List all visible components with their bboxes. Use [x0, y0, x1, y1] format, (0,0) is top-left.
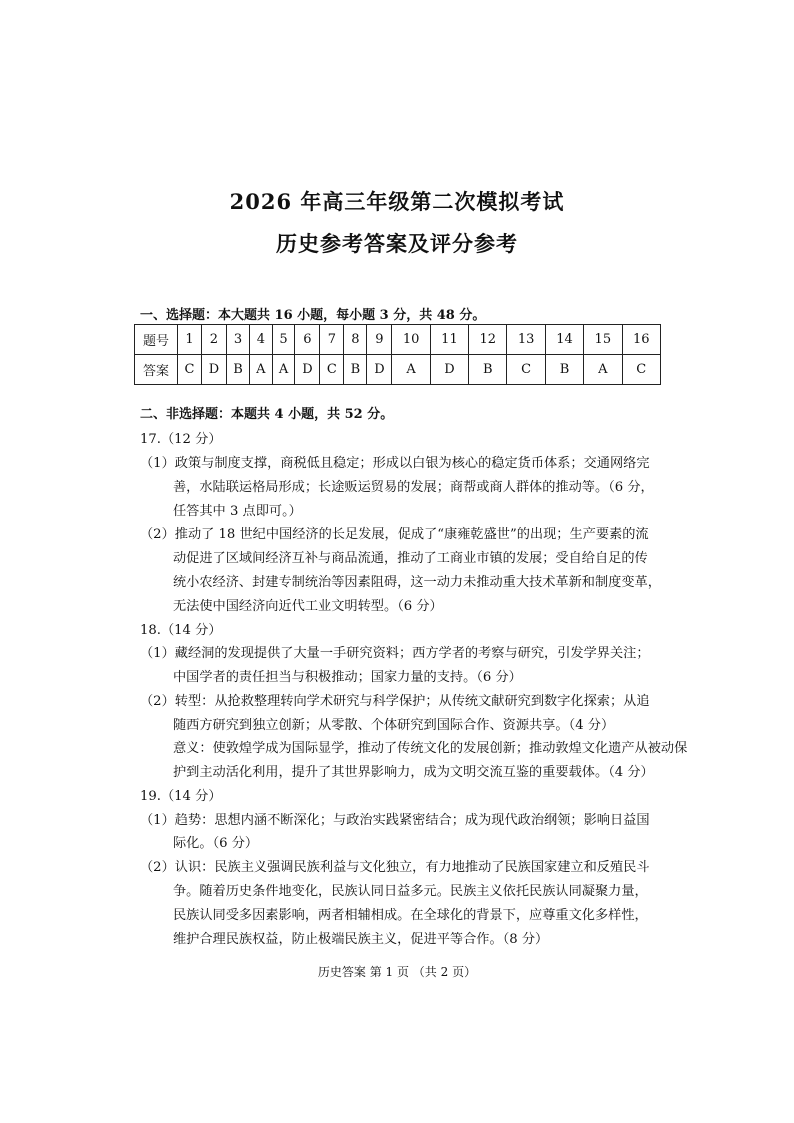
question-number-cell: 1	[178, 325, 202, 355]
answer-cell: A	[272, 355, 295, 385]
section2-heading: 二、非选择题：本题共 4 小题，共 52 分。	[140, 407, 394, 422]
answer-cell: A	[250, 355, 273, 385]
question-number-cell: 10	[392, 325, 430, 355]
question-number-cell: 13	[507, 325, 545, 355]
question-number-row	[135, 325, 661, 355]
q18-p1-line1: （1）藏经洞的发现提供了大量一手研究资料；西方学者的考察与研究，引发学界关注；	[140, 646, 650, 661]
q18-p2-line3: 意义：使敦煌学成为国际显学，推动了传统文化的发展创新；推动敦煌文化遗产从被动保	[173, 741, 688, 756]
page-footer: 历史答案 第 1 页 （共 2 页）	[317, 965, 477, 979]
question-number-cell: 4	[250, 325, 273, 355]
answer-cell: A	[392, 355, 430, 385]
answer-cell: D	[201, 355, 226, 385]
question-number-cell: 2	[201, 325, 226, 355]
answer-table	[134, 324, 661, 385]
q17-p2-line3: 统小农经济、封建专制统治等因素阻碍，这一动力未推动重大技术革新和制度变革，	[173, 575, 661, 590]
row-label-answer: 答案	[135, 355, 178, 385]
question-number-cell: 7	[320, 325, 344, 355]
q18-p2-line2: 随西方研究到独立创新；从零散、个体研究到国际合作、资源共享。（4 分）	[173, 718, 615, 733]
q17-p2-line4: 无法使中国经济向近代工业文明转型。（6 分）	[173, 599, 443, 614]
page-title: 2026 年高三年级第二次模拟考试	[229, 189, 565, 214]
question-number-cell: 5	[272, 325, 295, 355]
q19-p2-line3: 民族认同受多因素影响，两者相辅相成。在全球化的背景下，应尊重文化多样性，	[173, 908, 648, 923]
question-number-cell: 14	[545, 325, 583, 355]
answer-cell: C	[507, 355, 545, 385]
answer-cell: C	[178, 355, 202, 385]
q17-p2-line1: （2）推动了 18 世纪中国经济的长足发展，促成了“康雍乾盛世”的出现；生产要素的流	[140, 527, 649, 542]
q17-p1-line1: （1）政策与制度支撑，商税低且稳定；形成以白银为核心的稳定货币体系；交通网络完	[140, 456, 650, 471]
answer-cell: B	[344, 355, 367, 385]
q17-p1-line2: 善，水陆联运格局形成；长途贩运贸易的发展；商帮或商人群体的推动等。（6 分，	[173, 480, 654, 495]
answer-cell: A	[584, 355, 622, 385]
question-number-cell: 9	[367, 325, 392, 355]
q19-p2-line4: 维护合理民族权益，防止极端民族主义，促进平等合作。（8 分）	[173, 932, 549, 947]
answer-cell: C	[622, 355, 661, 385]
q19-p2-line2: 争。随着历史条件地变化，民族认同日益多元。民族主义依托民族认同凝聚力量，	[173, 884, 648, 899]
q19-p1-line2: 际化。（6 分）	[173, 836, 259, 851]
answer-cell: B	[545, 355, 583, 385]
row-label-question: 题号	[135, 325, 178, 355]
q19-p1-line1: （1）趋势：思想内涵不断深化；与政治实践紧密结合；成为现代政治纲领；影响日益国	[140, 813, 650, 828]
q17-p2-line2: 动促进了区域间经济互补与商品流通，推动了工商业市镇的发展；受自给自足的传	[173, 551, 648, 566]
q19-title: 19.（14 分）	[140, 789, 222, 804]
answer-cell: B	[226, 355, 249, 385]
q18-p1-line2: 中国学者的责任担当与积极推动；国家力量的支持。（6 分）	[173, 670, 522, 685]
question-number-cell: 3	[226, 325, 249, 355]
question-number-cell: 11	[430, 325, 468, 355]
question-number-cell: 6	[295, 325, 320, 355]
answer-row	[135, 355, 661, 385]
question-number-cell: 16	[622, 325, 661, 355]
q18-title: 18.（14 分）	[140, 623, 222, 638]
question-number-cell: 8	[344, 325, 367, 355]
q18-p2-line4: 护到主动活化利用，提升了其世界影响力，成为文明交流互鉴的重要载体。（4 分）	[173, 765, 654, 780]
page-subtitle: 历史参考答案及评分参考	[276, 231, 518, 256]
question-number-cell: 12	[469, 325, 507, 355]
answer-cell: C	[320, 355, 344, 385]
answer-cell: D	[430, 355, 468, 385]
q17-p1-line3: 任答其中 3 点即可。）	[173, 504, 302, 519]
q17-title: 17.（12 分）	[140, 432, 222, 447]
answer-cell: B	[469, 355, 507, 385]
answer-cell: D	[295, 355, 320, 385]
section1-heading: 一、选择题：本大题共 16 小题，每小题 3 分，共 48 分。	[140, 308, 486, 323]
q19-p2-line1: （2）认识：民族主义强调民族利益与文化独立，有力地推动了民族国家建立和反殖民斗	[140, 860, 650, 875]
q18-p2-line1: （2）转型：从抢救整理转向学术研究与科学保护；从传统文献研究到数字化探索；从追	[140, 694, 650, 709]
answer-cell: D	[367, 355, 392, 385]
question-number-cell: 15	[584, 325, 622, 355]
